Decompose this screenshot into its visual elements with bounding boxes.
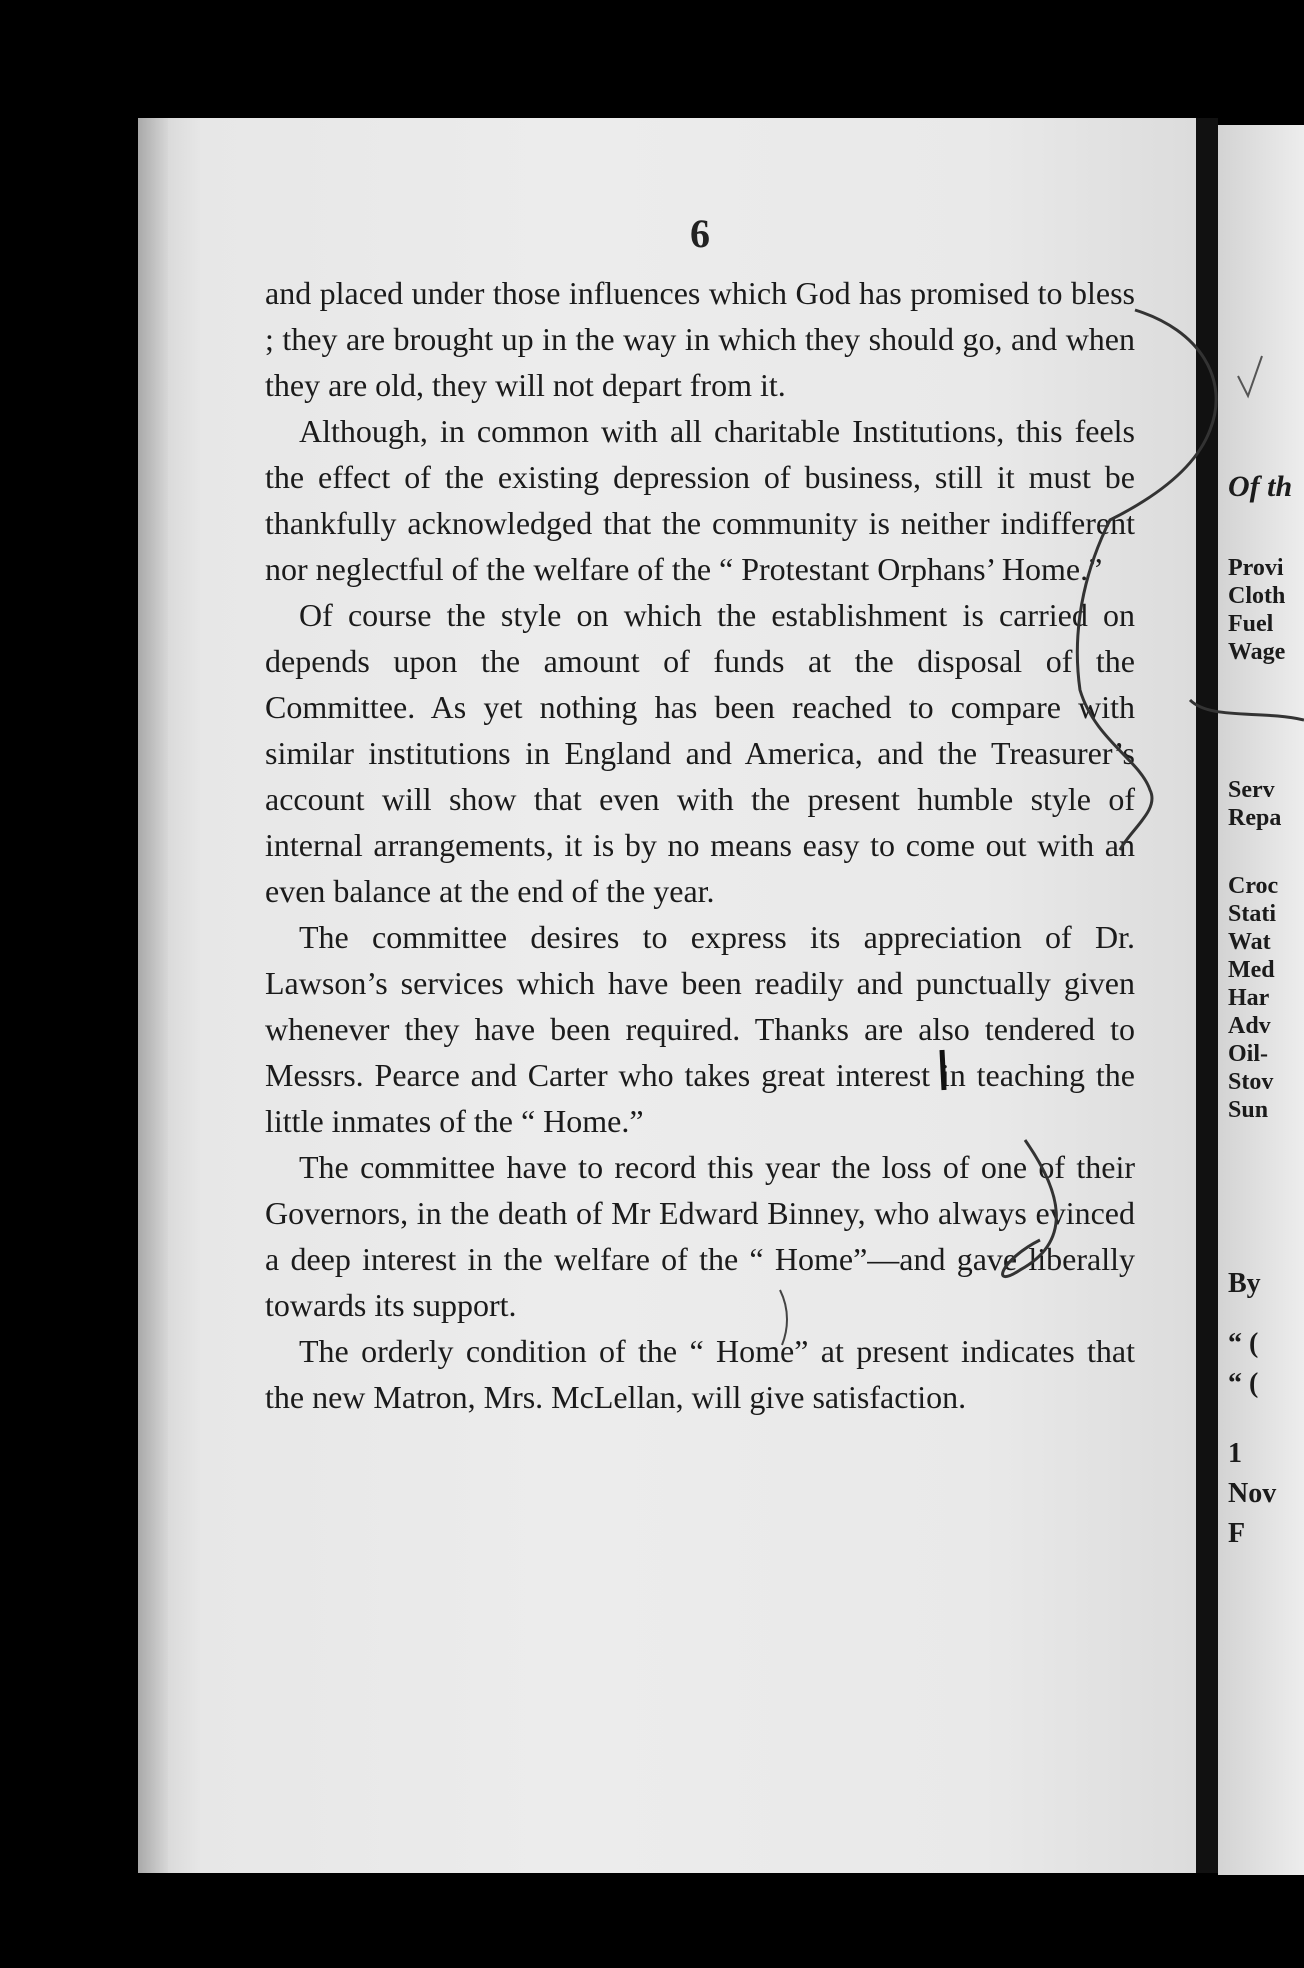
right-group-4	[1228, 1264, 1304, 1304]
right-group-5	[1228, 1324, 1304, 1404]
right-fragment: Nov	[1228, 1478, 1277, 1509]
right-fragment: Croc	[1228, 873, 1279, 899]
right-page-heading: Of th	[1228, 470, 1293, 503]
paragraph-5: The committee have to record this year the loss of one of their Governors, in the death of Mr Edward Binney, who always evinced a deep interest in the welfare of the “ Home”—and gave liberally towards its support.	[265, 1149, 1135, 1323]
right-fragment: “ (	[1228, 1368, 1259, 1399]
paragraph-6: The orderly condition of the “ Home” at present indicates that the new Matron, Mrs. McLellan, will give satisfaction.	[265, 1333, 1135, 1415]
right-fragment: Har	[1228, 985, 1270, 1011]
right-fragment: Serv	[1228, 777, 1275, 803]
right-fragment: Adv	[1228, 1013, 1271, 1039]
right-group-2	[1228, 776, 1304, 832]
right-fragment: Fuel	[1228, 611, 1274, 637]
right-fragment: Wat	[1228, 929, 1271, 955]
right-fragment: 1	[1228, 1438, 1242, 1469]
paragraph-2: Although, in common with all charitable Institutions, this feels the effect of the existing depression of business, still it must be thankfully acknowledged that the community is neither indifferent nor neglectful of the welfare of the “ Protestant Orphans’ Home.”	[265, 413, 1135, 587]
paragraph-1: and placed under those influences which God has promised to bless ; they are brought up in the way in which they should go, and when they are old, they will not depart from it.	[265, 275, 1135, 403]
paragraph-4: The committee desires to express its appreciation of Dr. Lawson’s services which have been readily and punctually given whenever they have been required. Thanks are also tendered to Messrs. Pearce and Carter who takes great interest in teaching the little inmates of the “ Home.”	[265, 919, 1135, 1139]
right-group-6	[1228, 1434, 1304, 1554]
body-text	[265, 270, 1135, 1420]
right-fragment: By	[1228, 1268, 1261, 1299]
right-fragment: Wage	[1228, 639, 1286, 665]
paragraph-3: Of course the style on which the establishment is carried on depends upon the amount of funds at the disposal of the Committee. As yet nothing has been reached to compare with similar institutions in England and America, and the Treasurer’s account will show that even with the present humble style of internal arrangements, it is by no means easy to come out with an even balance at the end of the year.	[265, 597, 1135, 909]
right-page-fragments	[1228, 470, 1304, 1554]
right-fragment: Stati	[1228, 901, 1276, 927]
page-gutter	[1196, 118, 1218, 1873]
right-fragment: Sun	[1228, 1097, 1269, 1123]
right-fragment: F	[1228, 1518, 1246, 1549]
right-fragment: Provi	[1228, 555, 1284, 581]
page-number: 6	[690, 211, 710, 256]
right-fragment: Med	[1228, 957, 1275, 983]
right-fragment: Oil-	[1228, 1041, 1268, 1067]
right-group-1	[1228, 554, 1304, 666]
page-binding-shadow	[138, 118, 168, 1873]
right-group-3	[1228, 872, 1304, 1124]
right-fragment: Cloth	[1228, 583, 1286, 609]
right-fragment: “ (	[1228, 1328, 1259, 1359]
right-fragment: Stov	[1228, 1069, 1274, 1095]
right-fragment: Repa	[1228, 805, 1282, 831]
